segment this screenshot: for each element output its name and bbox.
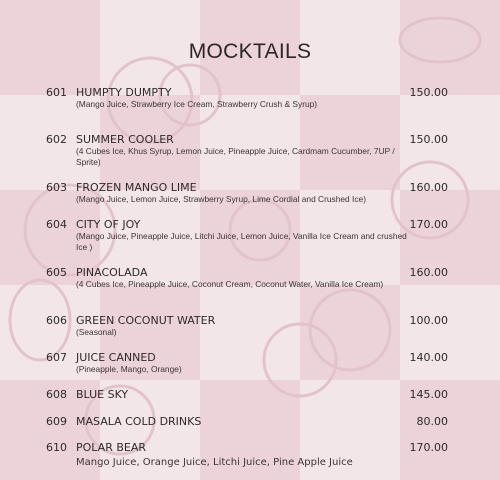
item-price: 170.00 (409, 441, 448, 454)
item-description: (Mango Juice, Strawberry Ice Cream, Strawberry Crush & Syrup) (76, 99, 318, 109)
item-code: 605 (46, 266, 67, 279)
item-name: GREEN COCONUT WATER (76, 314, 216, 327)
item-name: FROZEN MANGO LIME (76, 181, 197, 194)
item-code: 608 (46, 388, 67, 401)
item-name: CITY OF JOY (76, 218, 141, 231)
item-code: 606 (46, 314, 67, 327)
item-name: BLUE SKY (76, 388, 129, 401)
item-description: (4 Cubes Ice, Khus Syrup, Lemon Juice, Pineapple Juice, Cardmam Cucumber, 7UP / Sprite) (76, 146, 395, 167)
item-code: 601 (46, 86, 67, 99)
item-price: 100.00 (409, 314, 448, 327)
item-price: 150.00 (409, 86, 448, 99)
page-title: MOCKTAILS (188, 40, 312, 63)
item-name: SUMMER COOLER (76, 133, 174, 146)
item-code: 610 (46, 441, 67, 454)
item-name: HUMPTY DUMPTY (76, 86, 172, 99)
item-description: (Mango Juice, Pineapple Juice, Litchi Juice, Lemon Juice, Vanilla Ice Cream and crushed Ice ) (76, 231, 407, 252)
item-name: POLAR BEAR (76, 441, 147, 454)
item-name: PINACOLADA (76, 266, 148, 279)
item-name: MASALA COLD DRINKS (76, 415, 202, 428)
item-name: JUICE CANNED (76, 351, 156, 364)
item-description: (4 Cubes Ice, Pineapple Juice, Coconut Cream, Coconut Water, Vanilla Ice Cream) (76, 279, 384, 289)
item-code: 602 (46, 133, 67, 146)
item-price: 80.00 (416, 415, 448, 428)
item-price: 150.00 (409, 133, 448, 146)
item-code: 607 (46, 351, 67, 364)
item-description: Mango Juice, Orange Juice, Litchi Juice, Pine Apple Juice (76, 457, 353, 468)
item-price: 160.00 (409, 266, 448, 279)
item-code: 604 (46, 218, 67, 231)
item-price: 160.00 (409, 181, 448, 194)
item-description: (Mango Juice, Lemon Juice, Strawberry Syrup, Lime Cordial and Crushed Ice) (76, 194, 366, 204)
item-description: (Pineapple, Mango, Orange) (76, 364, 182, 374)
item-price: 145.00 (409, 388, 448, 401)
item-price: 140.00 (409, 351, 448, 364)
item-price: 170.00 (409, 218, 448, 231)
item-description: (Seasonal) (76, 327, 117, 337)
item-code: 603 (46, 181, 67, 194)
item-code: 609 (46, 415, 67, 428)
